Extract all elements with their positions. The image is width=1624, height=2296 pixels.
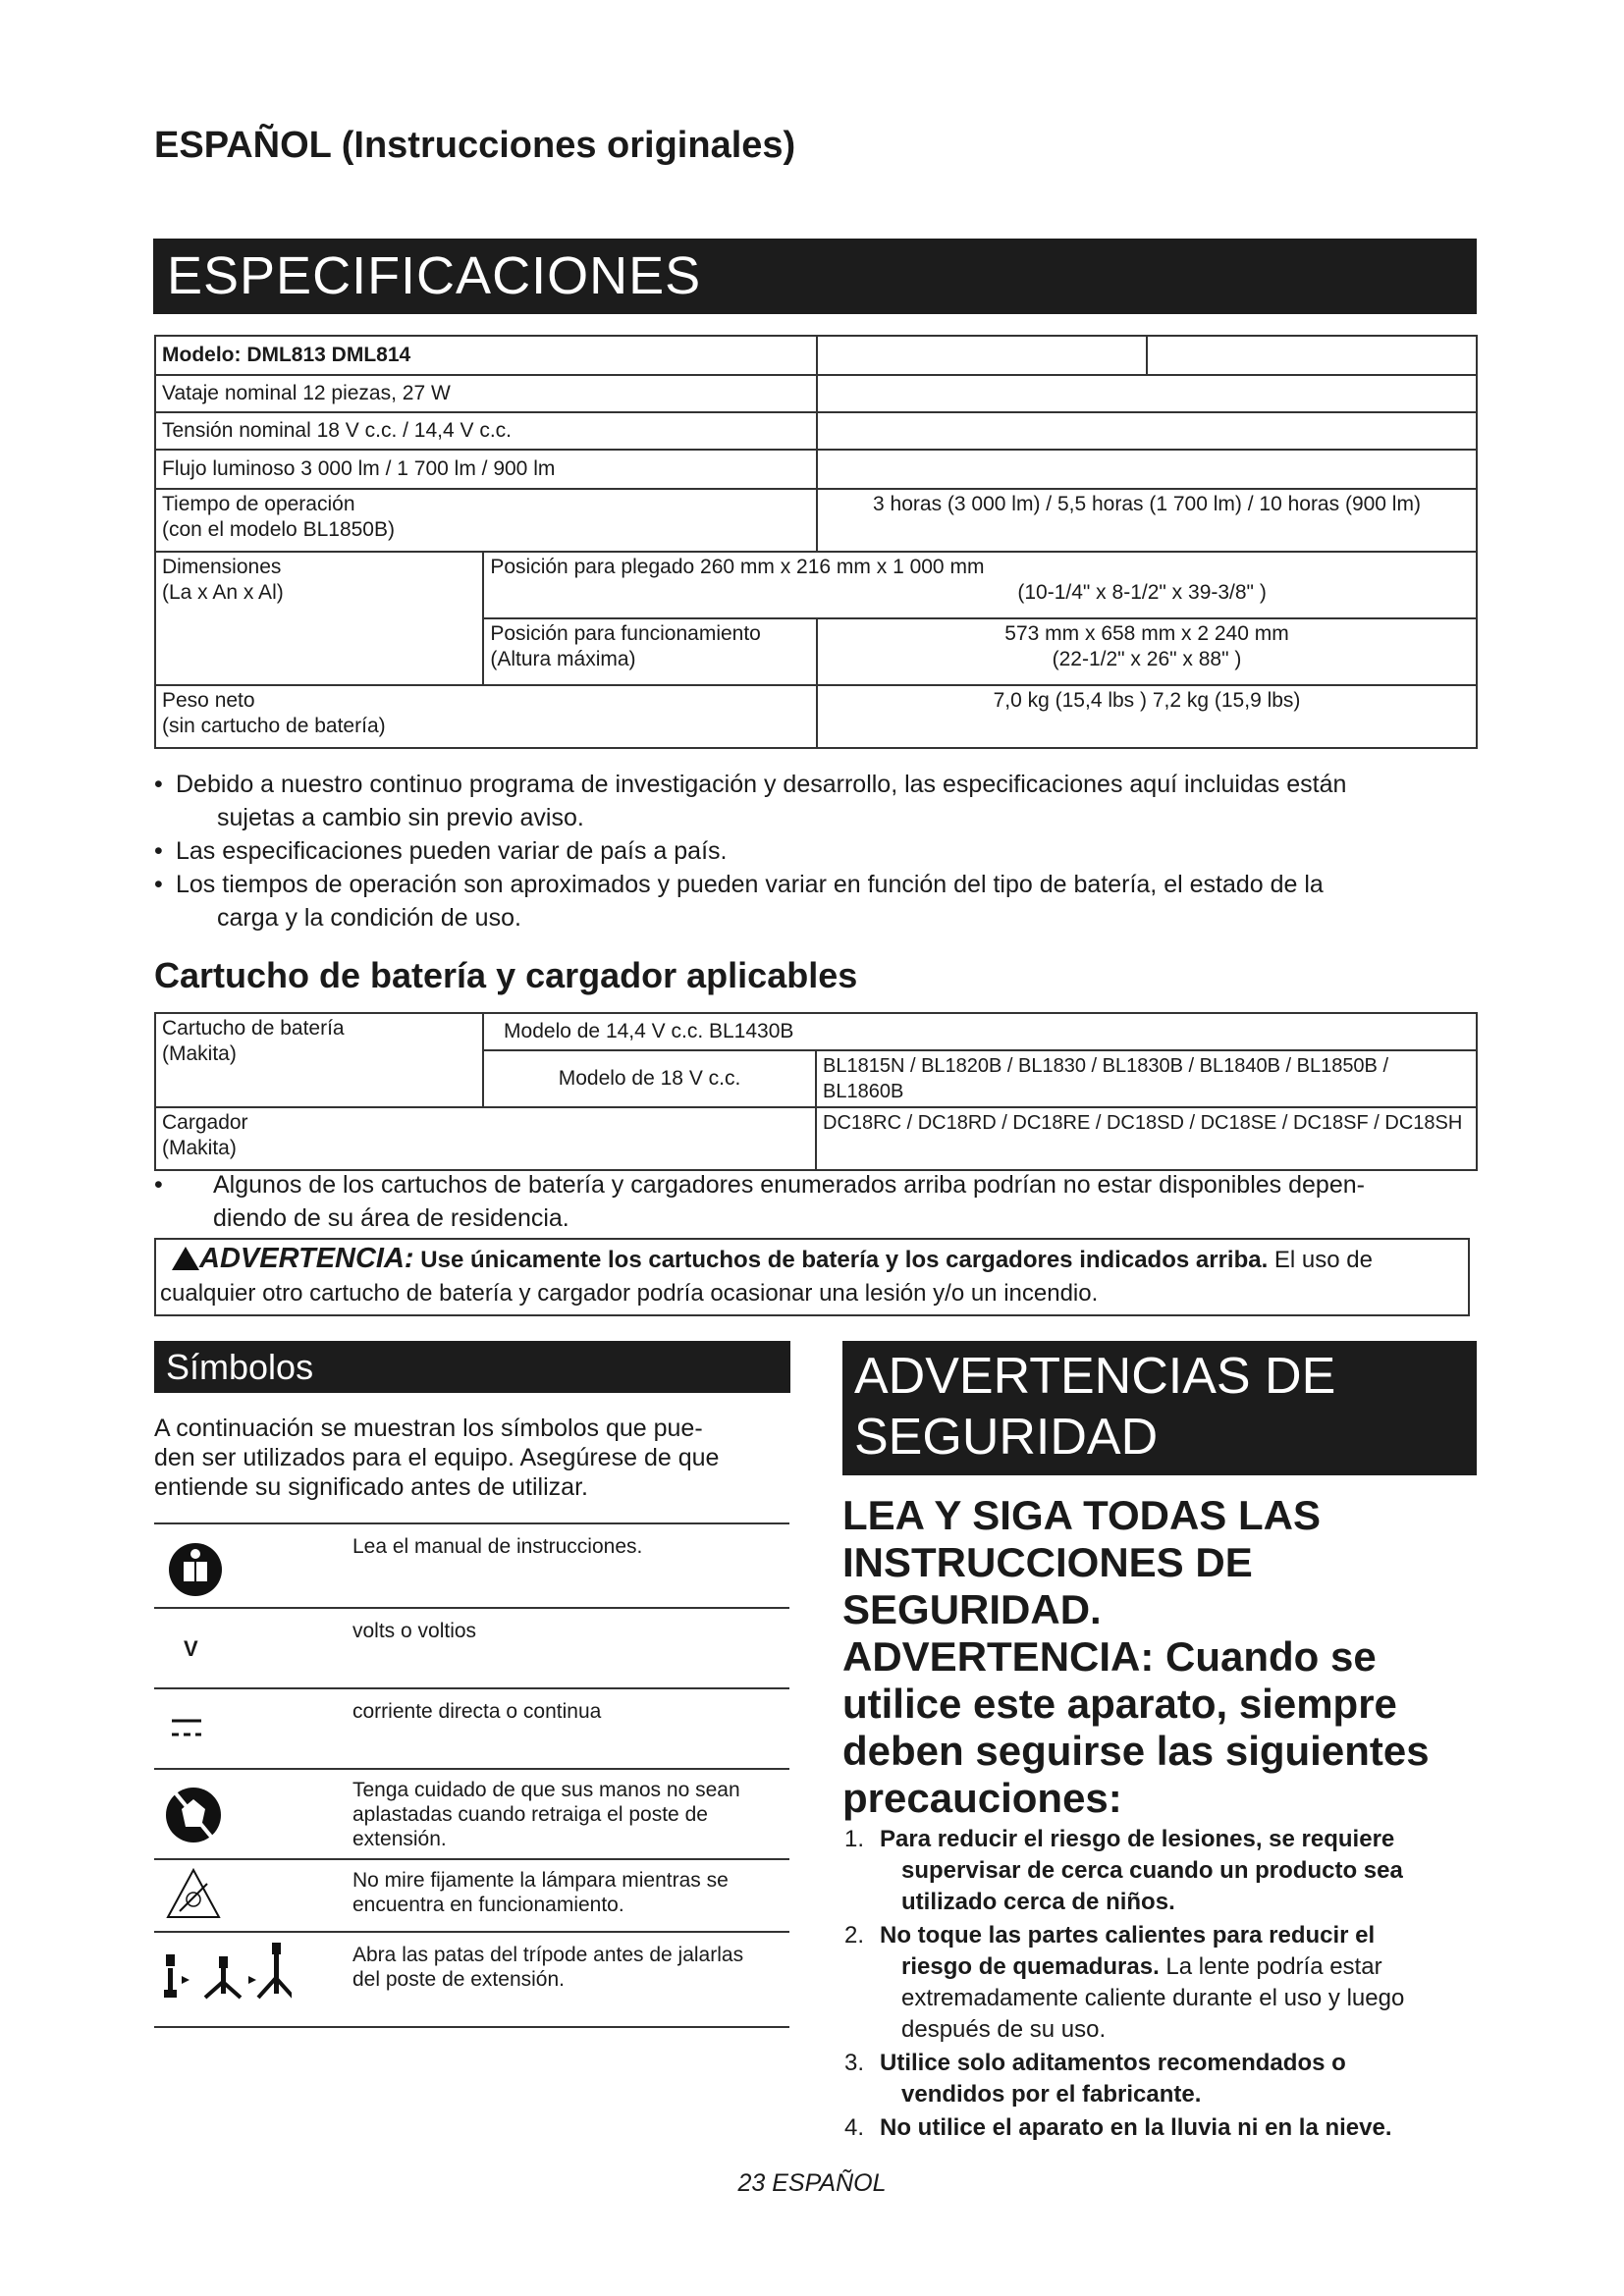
model-144-cell: Modelo de 14,4 V c.c. BL1430B xyxy=(483,1013,1477,1050)
model-dml814-cell xyxy=(1147,336,1478,375)
wattage-value-cell xyxy=(817,375,1477,412)
symbol-row xyxy=(154,1522,789,1609)
symbol-row xyxy=(154,1858,789,1933)
battery-heading: Cartucho de batería y cargador aplicables xyxy=(154,955,858,995)
flux-value-cell xyxy=(817,450,1477,489)
symbols-heading: Símbolos xyxy=(166,1347,314,1387)
symbol-row xyxy=(154,1607,789,1689)
symbol-row xyxy=(154,1931,789,2028)
model-cell xyxy=(155,336,817,375)
safety-banner-line1: ADVERTENCIAS DE xyxy=(854,1348,1336,1405)
symbol-description: No mire fijamente la lámpara mientras se encuentra en funcionamiento. xyxy=(352,1869,729,1916)
spec-notes xyxy=(154,768,1489,934)
specifications-table xyxy=(154,335,1478,749)
warning-box xyxy=(154,1238,1470,1316)
op-time-value: 3 horas (3 000 lm) / 5,5 horas (1 700 lm) / 10 horas (900 lm) xyxy=(817,489,1477,552)
model-dml813-cell xyxy=(817,336,1146,375)
hand-crush-icon xyxy=(154,1770,292,1860)
warning-text: El uso de xyxy=(1273,1247,1373,1273)
folded-position-cell xyxy=(483,552,1477,618)
working-position-line2: (Altura máxima) xyxy=(490,648,636,670)
battery-note: • Algunos de los cartuchos de batería y cargadores enumerados arriba podrían no estar disponibles depen- diendo de su área de residencia. xyxy=(154,1171,1365,1232)
model-18-label: Modelo de 18 V c.c. xyxy=(483,1050,816,1107)
spec-note: • Las especificaciones pueden variar de país a país. xyxy=(154,837,728,865)
dimensions-label xyxy=(155,552,483,685)
weight-label-line1: Peso neto xyxy=(162,689,255,712)
flux-label: Flujo luminoso 3 000 lm / 1 700 lm / 900 lm xyxy=(155,450,817,489)
warning-text-line2: cualquier otro cartucho de batería y cargador podría ocasionar una lesión y/o un incendio. xyxy=(160,1280,1099,1307)
volts-icon: V xyxy=(184,1636,198,1661)
working-position-mm: 573 mm x 658 mm x 2 240 mm xyxy=(1004,622,1289,645)
working-position-label xyxy=(483,618,817,685)
folded-position-text: Posición para plegado 260 mm x 216 mm x 1 000 mm xyxy=(490,556,985,578)
warning-triangle-icon xyxy=(172,1247,199,1270)
working-position-line1: Posición para funcionamiento xyxy=(490,622,761,645)
cartridge-label-line1: Cartucho de batería xyxy=(162,1017,345,1040)
symbol-description: Abra las patas del trípode antes de jalarlas del poste de extensión. xyxy=(352,1944,744,1991)
symbol-row xyxy=(154,1768,789,1860)
safety-item: 2. No toque las partes calientes para reducir el riesgo de quemaduras. La lente podría estar extremadamente caliente durante el uso y luego después de su uso. xyxy=(844,1922,1405,2043)
safety-warnings-banner xyxy=(842,1341,1477,1475)
spec-note: • Debido a nuestro continuo programa de investigación y desarrollo, las especificaciones aquí incluidas están sujetas a cambio sin previo aviso. xyxy=(154,771,1347,831)
safety-item: 4. No utilice el aparato en la lluvia ni en la nieve. xyxy=(844,2114,1392,2141)
working-position-value xyxy=(817,618,1477,685)
tripod-legs-icon xyxy=(154,1933,292,2026)
read-manual-icon xyxy=(154,1524,292,1609)
spec-note: • Los tiempos de operación son aproximados y pueden variar en función del tipo de batería, el estado de la carga y la condición de uso. xyxy=(154,871,1324,932)
cartridge-label-line2: (Makita) xyxy=(162,1042,237,1065)
charger-list: DC18RC / DC18RD / DC18RE / DC18SD / DC18SE / DC18SF / DC18SH xyxy=(816,1107,1477,1170)
symbol-description: volts o voltios xyxy=(352,1620,477,1642)
charger-label xyxy=(155,1107,816,1170)
safety-banner-line2: SEGURIDAD xyxy=(854,1409,1159,1466)
safety-heading: LEA Y SIGA TODAS LAS INSTRUCCIONES DE SEGURIDAD. ADVERTENCIA: Cuando se utilice este aparato, siempre deben seguirse las siguientes precauciones: xyxy=(842,1492,1430,1821)
safety-item: 3. Utilice solo aditamentos recomendados o vendidos por el fabricante. xyxy=(844,2050,1346,2108)
safety-list xyxy=(842,1824,1471,2144)
symbols-intro: A continuación se muestran los símbolos que pue- den ser utilizados para el equipo. Asegúrese de que entiende su significado antes de utilizar. xyxy=(154,1415,720,1501)
charger-label-line1: Cargador xyxy=(162,1111,248,1134)
working-position-inch: (22-1/2" x 26" x 88" ) xyxy=(1052,648,1242,670)
safety-item: 1. Para reducir el riesgo de lesiones, se requiere supervisar de cerca cuando un producto sea utilizado cerca de niños. xyxy=(844,1826,1403,1915)
battery-table xyxy=(154,1012,1478,1171)
specifications-heading: ESPECIFICACIONES xyxy=(167,246,702,305)
model-label: Modelo: DML813 DML814 xyxy=(162,344,411,366)
op-time-label-line2: (con el modelo BL1850B) xyxy=(162,518,395,541)
charger-label-line2: (Makita) xyxy=(162,1137,237,1159)
weight-value: 7,0 kg (15,4 lbs ) 7,2 kg (15,9 lbs) xyxy=(817,685,1477,748)
wattage-label: Vataje nominal 12 piezas, 27 W xyxy=(155,375,817,412)
dimensions-label-line2: (La x An x Al) xyxy=(162,581,284,604)
symbols-banner xyxy=(154,1341,790,1393)
dimensions-label-line1: Dimensiones xyxy=(162,556,282,578)
folded-position-inch: (10-1/4" x 8-1/2" x 39-3/8" ) xyxy=(1017,581,1267,604)
no-stare-lamp-icon xyxy=(154,1860,292,1933)
symbol-description: Lea el manual de instrucciones. xyxy=(352,1535,643,1558)
symbol-description: corriente directa o continua xyxy=(352,1700,602,1723)
voltage-label: Tensión nominal 18 V c.c. / 14,4 V c.c. xyxy=(155,412,817,450)
weight-label xyxy=(155,685,817,748)
symbol-description: Tenga cuidado de que sus manos no sean aplastadas cuando retraiga el poste de extensión. xyxy=(352,1779,740,1850)
symbol-row xyxy=(154,1687,789,1770)
voltage-value-cell xyxy=(817,412,1477,450)
page-footer: 23 ESPAÑOL xyxy=(737,2169,887,2197)
op-time-label xyxy=(155,489,817,552)
warning-word: ADVERTENCIA: xyxy=(199,1243,414,1274)
specifications-banner xyxy=(153,239,1477,314)
op-time-label-line1: Tiempo de operación xyxy=(162,493,355,515)
warning-bold-text: Use únicamente los cartuchos de batería y los cargadores indicados arriba. xyxy=(420,1247,1269,1273)
model-18-list: BL1815N / BL1820B / BL1830 / BL1830B / BL1840B / BL1850B / BL1860B xyxy=(816,1050,1477,1107)
language-title: ESPAÑOL (Instrucciones originales) xyxy=(154,125,796,166)
direct-current-icon xyxy=(154,1689,292,1770)
weight-label-line2: (sin cartucho de batería) xyxy=(162,715,386,737)
cartridge-label xyxy=(155,1013,483,1107)
